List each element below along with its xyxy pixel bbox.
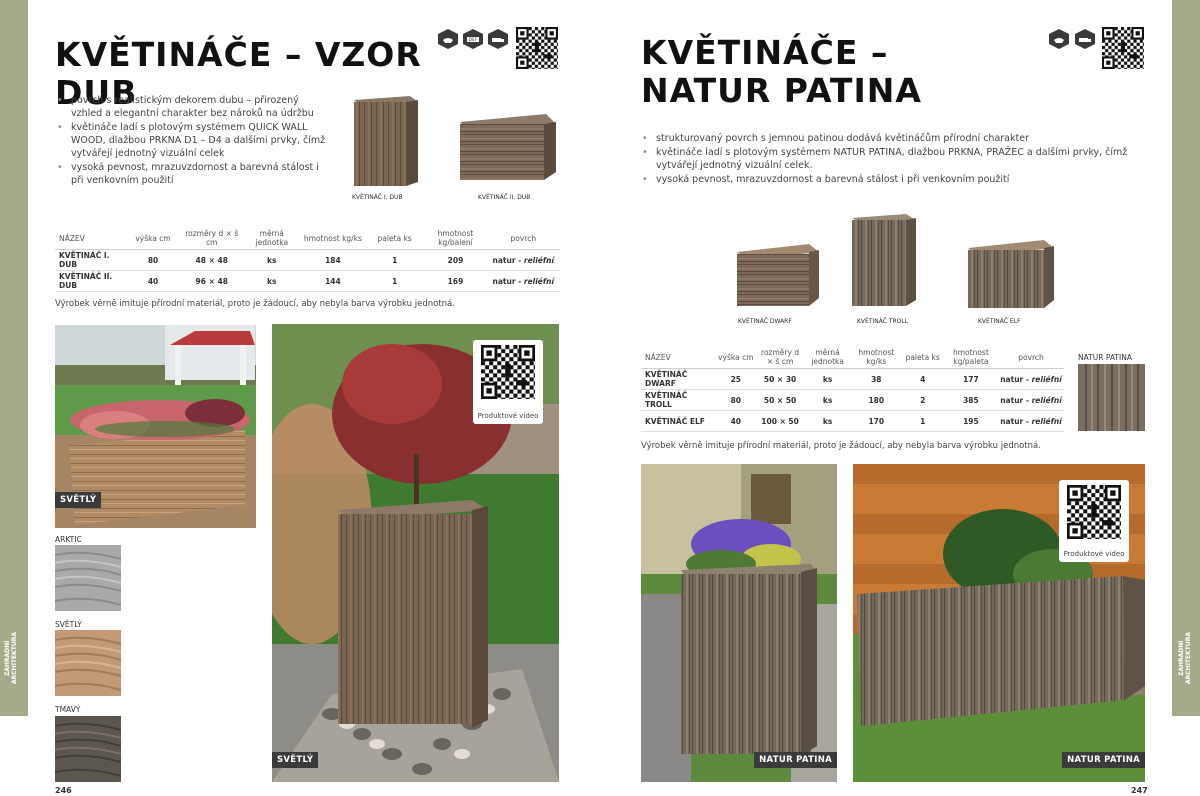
left-photo2-label: SVĚTLÝ <box>272 752 318 768</box>
right-bullet-2: • květináče ladí s plotovým systémem NATUR PATINA, dlažbou PRKNA, PRAŽEC a dalšími prvky, čímž vytvářejí jednotný vizuální celek. <box>642 146 1142 172</box>
swatch-natur-patina <box>1078 364 1145 431</box>
swatch-label-svetly: SVĚTLÝ <box>55 620 82 629</box>
cell-vyska: 80 <box>716 390 756 411</box>
cell-rozmery: 100 × 50 <box>756 411 804 432</box>
swatch-label-natur-patina: NATUR PATINA <box>1078 353 1132 362</box>
left-bullet-list <box>57 94 327 188</box>
product-caption-troll: KVĚTINÁČ TROLL <box>857 318 909 325</box>
swatch-svetly <box>55 630 121 696</box>
left-qr-code-icon[interactable] <box>516 27 558 69</box>
right-spec-table <box>641 346 1064 432</box>
th-nazev: NÁZEV <box>55 227 125 250</box>
cell-name: KVĚTINÁČ TROLL <box>641 390 716 411</box>
th-baleni: hmotnost kg/paleta <box>944 346 998 369</box>
right-bullet-3: • vysoká pevnost, mrazuvzdornost a barevná stálost i při venkovním použití <box>642 173 1142 186</box>
product-kvetinac-elf <box>966 238 1056 310</box>
table-header-row <box>55 227 560 250</box>
table-row <box>641 390 1064 411</box>
left-photo-tall-planter <box>272 324 559 782</box>
cell-hmotnost: 144 <box>301 271 365 292</box>
th-povrch: povrch <box>998 346 1064 369</box>
cell-name: KVĚTINÁČ DWARF <box>641 369 716 390</box>
cell-vyska: 25 <box>716 369 756 390</box>
cell-paleta: 1 <box>902 411 944 432</box>
left-sidebar-text: ZAHRADNÍ ARCHITEKTURA <box>4 632 18 684</box>
hand-icon <box>437 28 459 50</box>
product-caption-i-dub: KVĚTINÁČ I. DUB <box>352 194 403 201</box>
right-photo-troll-planter <box>641 464 837 782</box>
cell-povrch: natur - reliéfní <box>998 390 1064 411</box>
right-sidebar-band <box>1172 0 1200 716</box>
cell-paleta: 2 <box>902 390 944 411</box>
swatch-tmavy <box>55 716 121 782</box>
cell-vyska: 80 <box>125 250 181 271</box>
cell-paleta: 1 <box>365 271 424 292</box>
right-bullet-list <box>642 132 1142 187</box>
cell-name: KVĚTINÁČ I. DUB <box>55 250 125 271</box>
cell-hmotnost: 38 <box>851 369 902 390</box>
page-number-left: 246 <box>55 786 72 795</box>
cell-rozmery: 48 × 48 <box>181 250 243 271</box>
page-number-right: 247 <box>1131 786 1148 795</box>
product-kvetinac-i-dub <box>350 94 420 188</box>
right-note: Výrobek věrně imituje přírodní materiál, proto je žádoucí, aby nebyla barva výrobku jednotná. <box>641 441 1041 451</box>
hand-icon <box>1048 28 1070 50</box>
right-sidebar <box>1172 0 1200 796</box>
right-bullet-1: • strukturovaný povrch s jemnou patinou dodává květináčům přírodní charakter <box>642 132 1142 145</box>
th-paleta: paleta ks <box>365 227 424 250</box>
left-photo1-label: SVĚTLÝ <box>55 492 101 508</box>
th-nazev: NÁZEV <box>641 346 716 369</box>
th-jednotka: měrná jednotka <box>804 346 851 369</box>
left-page-title: KVĚTINÁČE – VZOR DUB <box>55 35 422 112</box>
swatch-label-arktic: ARKTIC <box>55 535 82 544</box>
right-qr-caption: Produktové video <box>1063 550 1125 558</box>
cell-jednotka: ks <box>243 250 301 271</box>
left-bullet-2: • květináče ladí s plotovým systémem QUICK WALL WOOD, dlažbou PRKNA D1 – D4 a dalšími prvky, čímž vytvářejí jednotný vizuální celek <box>57 121 327 160</box>
cell-baleni: 169 <box>424 271 486 292</box>
def-badge-icon <box>462 28 484 50</box>
cell-jednotka: ks <box>804 390 851 411</box>
cell-baleni: 385 <box>944 390 998 411</box>
product-caption-ii-dub: KVĚTINÁČ II. DUB <box>478 194 531 201</box>
right-title-line1: KVĚTINÁČE – <box>641 33 889 72</box>
th-vyska: výška cm <box>125 227 181 250</box>
th-rozmery: rozměry d × š cm <box>756 346 804 369</box>
right-photo1-label: NATUR PATINA <box>754 752 837 768</box>
right-photo2-label: NATUR PATINA <box>1062 752 1145 768</box>
product-kvetinac-ii-dub <box>458 112 558 182</box>
cell-rozmery: 96 × 48 <box>181 271 243 292</box>
left-qr-video[interactable] <box>473 340 543 424</box>
table-header-row <box>641 346 1064 369</box>
product-kvetinac-troll <box>850 212 920 308</box>
th-hmotnost: hmotnost kg/ks <box>301 227 365 250</box>
swatch-label-tmavy: TMAVÝ <box>55 705 81 714</box>
product-caption-dwarf: KVĚTINÁČ DWARF <box>738 318 792 325</box>
left-bullet-1: • povrch s realistickým dekorem dubu – přirozený vzhled a elegantní charakter bez nároků na údržbu <box>57 94 327 120</box>
left-note: Výrobek věrně imituje přírodní materiál, proto je žádoucí, aby nebyla barva výrobku jednotná. <box>55 299 455 309</box>
cell-jednotka: ks <box>243 271 301 292</box>
truck-icon <box>1074 28 1096 50</box>
cell-rozmery: 50 × 50 <box>756 390 804 411</box>
right-page-title <box>641 34 1021 110</box>
th-povrch: povrch <box>487 227 560 250</box>
table-row <box>641 411 1064 432</box>
cell-baleni: 209 <box>424 250 486 271</box>
table-row <box>641 369 1064 390</box>
left-spec-table <box>55 227 560 292</box>
truck-icon <box>487 28 509 50</box>
product-kvetinac-dwarf <box>735 242 821 308</box>
table-row <box>55 250 560 271</box>
cell-rozmery: 50 × 30 <box>756 369 804 390</box>
th-paleta: paleta ks <box>902 346 944 369</box>
th-rozmery: rozměry d × š cm <box>181 227 243 250</box>
left-bullet-3: • vysoká pevnost, mrazuvzdornost a barevná stálost i při venkovním použití <box>57 161 327 187</box>
cell-povrch: natur - reliéfní <box>998 411 1064 432</box>
left-sidebar-band <box>0 0 28 716</box>
th-baleni: hmotnost kg/balení <box>424 227 486 250</box>
cell-name: KVĚTINÁČ ELF <box>641 411 716 432</box>
swatch-arktic <box>55 545 121 611</box>
cell-hmotnost: 180 <box>851 390 902 411</box>
th-vyska: výška cm <box>716 346 756 369</box>
cell-jednotka: ks <box>804 411 851 432</box>
cell-paleta: 4 <box>902 369 944 390</box>
table-row <box>55 271 560 292</box>
right-title-line2: NATUR PATINA <box>641 71 922 110</box>
cell-vyska: 40 <box>125 271 181 292</box>
cell-povrch: natur - reliéfní <box>487 250 560 271</box>
cell-baleni: 195 <box>944 411 998 432</box>
left-qr-caption: Produktové video <box>477 412 539 420</box>
svg-text:DEF: DEF <box>469 37 477 42</box>
right-qr-video[interactable] <box>1059 480 1129 562</box>
cell-vyska: 40 <box>716 411 756 432</box>
right-photo-elf-planter <box>853 464 1145 782</box>
left-sidebar <box>0 0 28 796</box>
cell-name: KVĚTINÁČ II. DUB <box>55 271 125 292</box>
product-caption-elf: KVĚTINÁČ ELF <box>978 318 1021 325</box>
cell-baleni: 177 <box>944 369 998 390</box>
cell-hmotnost: 184 <box>301 250 365 271</box>
right-qr-code-icon[interactable] <box>1102 27 1144 69</box>
th-jednotka: měrná jednotka <box>243 227 301 250</box>
left-photo-garden-planter <box>55 325 256 528</box>
cell-povrch: natur - reliéfní <box>487 271 560 292</box>
cell-jednotka: ks <box>804 369 851 390</box>
th-hmotnost: hmotnost kg/ks <box>851 346 902 369</box>
right-video-qr-icon <box>1067 485 1121 539</box>
cell-povrch: natur - reliéfní <box>998 369 1064 390</box>
left-video-qr-icon <box>481 345 535 399</box>
right-sidebar-text: ZAHRADNÍ ARCHITEKTURA <box>1178 632 1192 684</box>
cell-paleta: 1 <box>365 250 424 271</box>
cell-hmotnost: 170 <box>851 411 902 432</box>
